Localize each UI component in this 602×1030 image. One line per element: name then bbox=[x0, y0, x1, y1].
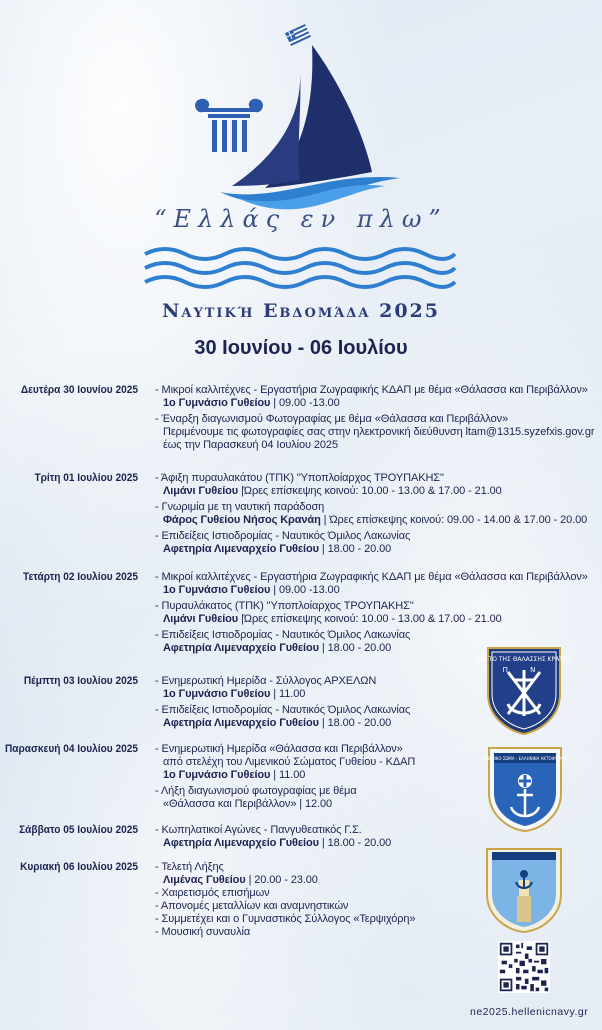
svg-text:Π Ν: Π Ν bbox=[502, 666, 546, 674]
hellenic-navy-badge-icon bbox=[476, 644, 572, 736]
greek-flag-icon bbox=[285, 24, 311, 46]
waves-icon bbox=[140, 242, 460, 292]
item-text: - Μικροί καλλιτέχνες - Εργαστήρια Ζωγραφικής ΚΔΑΠ με θέμα «Θάλασσα και Περιβάλλον» bbox=[155, 384, 588, 396]
coast-guard-badge-icon bbox=[481, 745, 569, 833]
day-label: Τρίτη 01 Ιουλίου 2025 bbox=[34, 472, 138, 484]
qr-code-icon[interactable] bbox=[498, 941, 550, 993]
list-item: - Επιδείξεις Ιστιοδρομίας - Ναυτικός Όμιλος Λακωνίας Αφετηρία Λιμεναρχείο Γυθείου | 18.00 - 20.00 bbox=[155, 530, 411, 555]
day-label: Παρασκευή 04 Ιουλίου 2025 bbox=[4, 743, 138, 755]
event-dates: 30 Ιουνίου - 06 Ιουλίου bbox=[194, 337, 408, 359]
list-item: - Μουσική συναυλία bbox=[155, 926, 251, 938]
list-item: - Γνωριμία με τη ναυτική παράδοση Φάρος Γυθείου Νήσος Κρανάη | Ώρες επίσκεψης κοινού: 09.00 - 14.00 & 17.00 - 20.00 bbox=[155, 501, 588, 526]
list-item: - Ενημερωτική Ημερίδα «Θάλασσα και Περιβάλλον» από στελέχη του Λιμενικού Σώματος Γυθείου - ΚΔΑΠ 1ο Γυμνάσιο Γυθείου | 11.00 bbox=[155, 743, 416, 781]
item-detail: έως την Παρασκευή 04 Ιουλίου 2025 bbox=[163, 439, 338, 451]
day-label: Τετάρτη 02 Ιουλίου 2025 bbox=[23, 571, 138, 583]
event-title: Ναυτική Εβδομάδα 2025 bbox=[162, 300, 440, 322]
day-label: Σάββατο 05 Ιουλίου 2025 bbox=[19, 824, 138, 836]
svg-text:ΛΙΜΕΝΙΚΟ ΣΩΜΑ - ΕΛΛΗΝΙΚΗ ΑΚΤΟΦ: ΛΙΜΕΝΙΚΟ ΣΩΜΑ - ΕΛΛΗΝΙΚΗ ΑΚΤΟΦΥΛΑΚΗ bbox=[481, 756, 569, 761]
list-item: - Κωπηλατικοί Αγώνες - Πανγυθεατικός Γ.Σ. Αφετηρία Λιμεναρχείο Γυθείου | 18.00 - 20.00 bbox=[155, 824, 392, 849]
list-item: - Μικροί καλλιτέχνες - Εργαστήρια Ζωγραφικής ΚΔΑΠ με θέμα «Θάλασσα και Περιβάλλον» 1ο Γυμνάσιο Γυθείου | 09.00 -13.00 bbox=[155, 571, 588, 596]
event-logo bbox=[0, 0, 602, 215]
svg-text:ΔΙΑ ΤΟ ΤΗΣ ΘΑΛΑΣΣΗΣ ΚΡΑΤΟΣ: ΔΙΑ ΤΟ ΤΗΣ ΘΑΛΑΣΣΗΣ ΚΡΑΤΟΣ bbox=[476, 656, 572, 663]
item-detail: 1ο Γυμνάσιο Γυθείου | 09.00 -13.00 bbox=[163, 397, 340, 409]
day-label: Κυριακή 06 Ιουλίου 2025 bbox=[20, 861, 138, 873]
day-block bbox=[0, 384, 602, 472]
website-url[interactable]: ne2025.hellenicnavy.gr bbox=[470, 1006, 589, 1018]
sailboat-logo-icon bbox=[0, 0, 602, 215]
list-item: - Ενημερωτική Ημερίδα - Σύλλογος ΑΡΧΕΛΩΝ 1ο Γυμνάσιο Γυθείου | 11.00 bbox=[155, 675, 377, 700]
list-item: - Τελετή Λήξης Λιμένας Γυθείου | 20.00 - 23.00 bbox=[155, 861, 318, 886]
day-label: Πέμπτη 03 Ιουλίου 2025 bbox=[23, 675, 138, 687]
day-label: Δευτέρα 30 Ιουνίου 2025 bbox=[20, 384, 138, 396]
list-item: - Συμμετέχει και ο Γυμναστικός Σύλλογος «Τερψιχόρη» bbox=[155, 913, 416, 925]
list-item: - Απονομές μεταλλίων και αναμνηστικών bbox=[155, 900, 349, 912]
motto: “Ελλάς εν πλω” bbox=[154, 205, 448, 233]
list-item: - Χαιρετισμός επισήμων bbox=[155, 887, 270, 899]
ionic-column-icon bbox=[195, 99, 263, 152]
list-item: - Επιδείξεις Ιστιοδρομίας - Ναυτικός Όμιλος Λακωνίας Αφετηρία Λιμεναρχείο Γυθείου | 18.00 - 20.00 bbox=[155, 704, 411, 729]
list-item bbox=[155, 413, 595, 452]
list-item: - Πυραυλάκατος (ΤΠΚ) "Υποπλοίαρχος ΤΡΟΥΠΑΚΗΣ" Λιμάνι Γυθείου |Ώρες επίσκεψης κοινού: 10.00 - 13.00 & 17.00 - 21.00 bbox=[155, 600, 502, 625]
list-item: - Λήξη διαγωνισμού φωτογραφίας με θέμα «Θάλασσα και Περιβάλλον» | 12.00 bbox=[155, 785, 357, 810]
item-detail: Περιμένουμε τις φωτογραφίες σας στην ηλεκτρονική διεύθυνση ltam@1315.syzefxis.gov.gr bbox=[163, 426, 595, 438]
list-item: - Επιδείξεις Ιστιοδρομίας - Ναυτικός Όμιλος Λακωνίας Αφετηρία Λιμεναρχείο Γυθείου | 18.00 - 20.00 bbox=[155, 629, 411, 654]
list-item bbox=[155, 384, 595, 410]
day-block bbox=[0, 472, 602, 571]
port-authority-badge-icon bbox=[484, 846, 564, 934]
item-text: - Έναρξη διαγωνισμού Φωτογραφίας με θέμα «Θάλασσα και Περιβάλλον» bbox=[155, 413, 509, 425]
list-item: - Άφιξη πυραυλακάτου (ΤΠΚ) "Υποπλοίαρχος ΤΡΟΥΠΑΚΗΣ" Λιμάνι Γυθείου |Ώρες επίσκεψης κοινού: 10.00 - 13.00 & 17.00 - 21.00 bbox=[155, 472, 502, 497]
